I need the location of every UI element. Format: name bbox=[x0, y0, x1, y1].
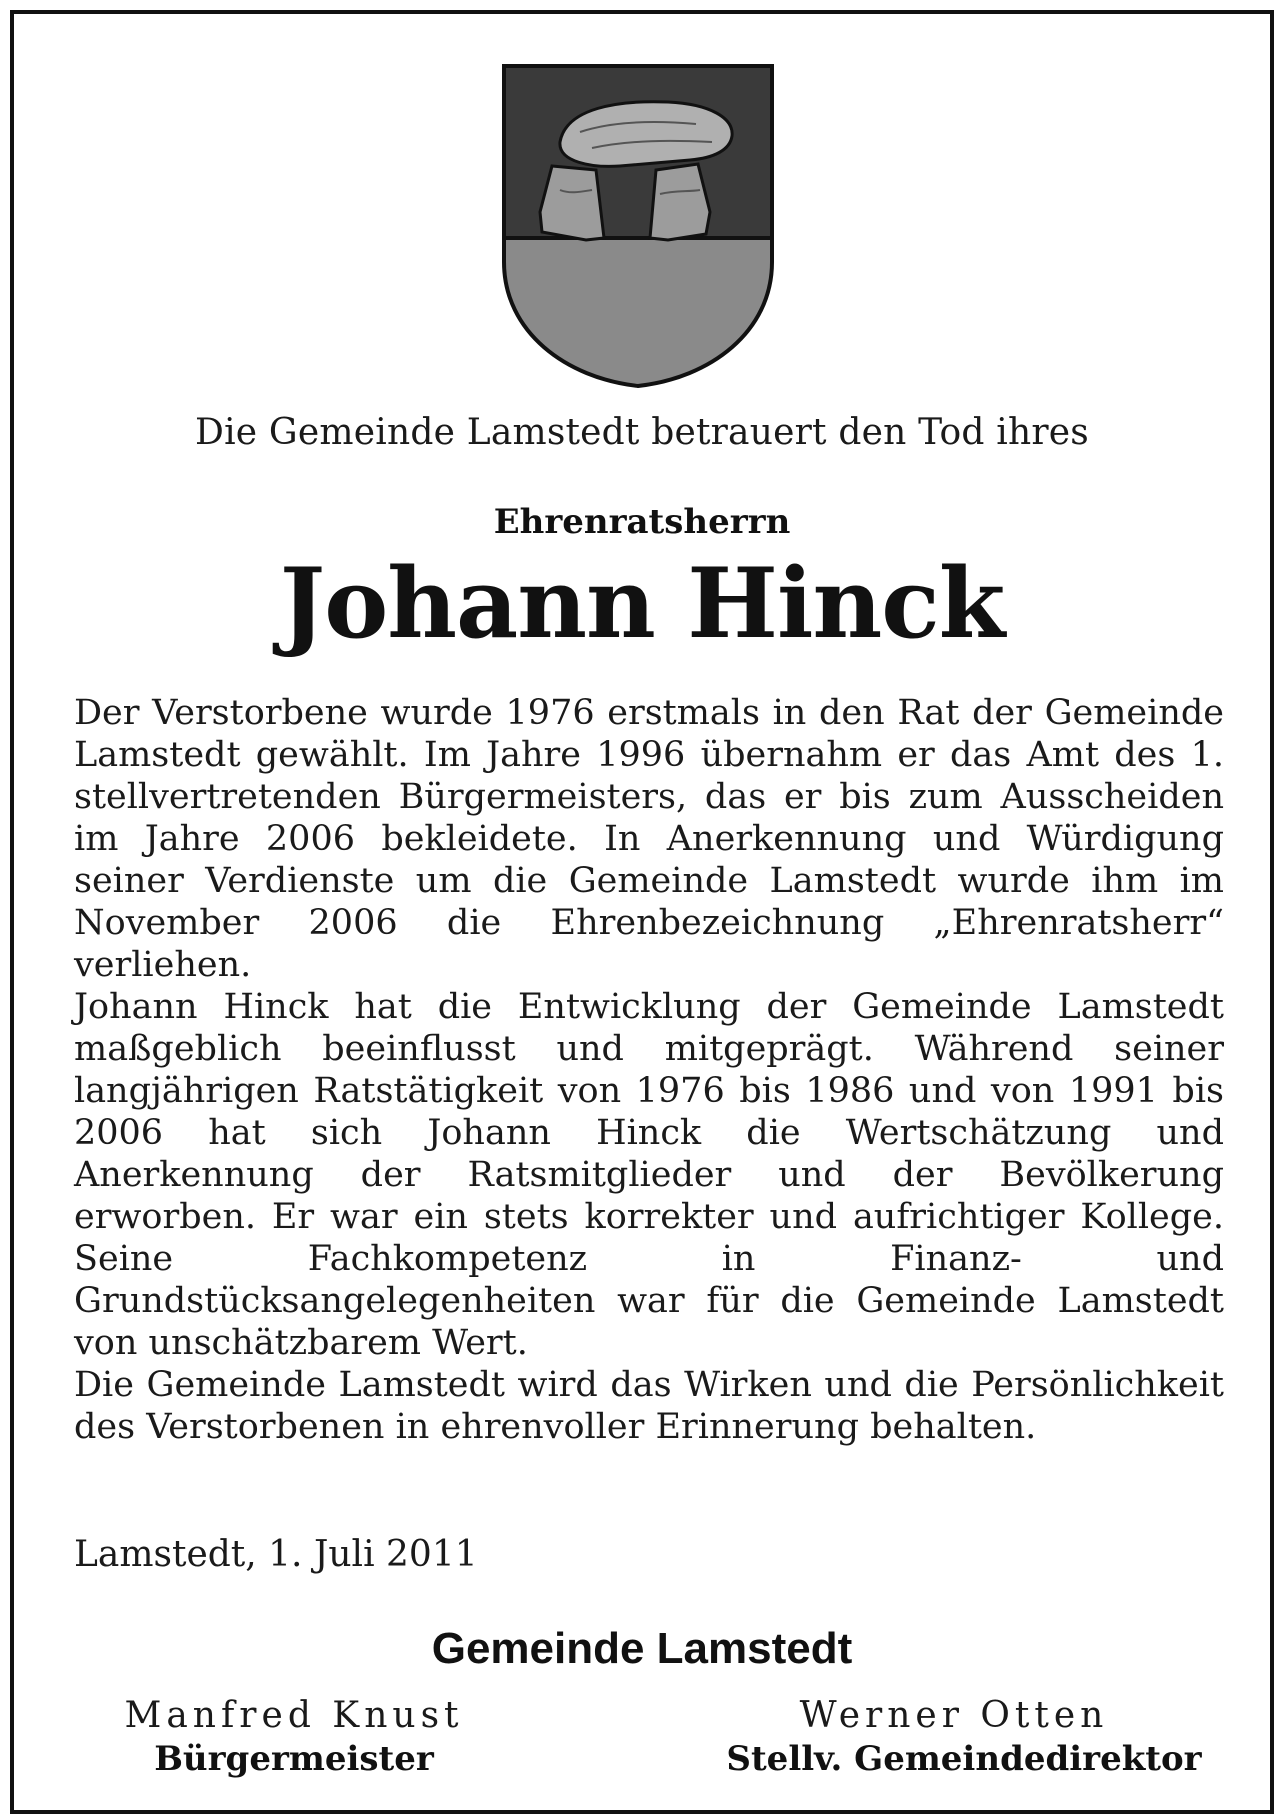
signer-name: Werner Otten bbox=[799, 1695, 1109, 1736]
signer-name: Manfred Knust bbox=[124, 1695, 464, 1736]
obituary-notice bbox=[10, 10, 1274, 1814]
signer-role: Stellv. Gemeindedirektor bbox=[726, 1739, 1202, 1779]
signer-director bbox=[674, 1694, 1234, 1780]
signer-role: Bürgermeister bbox=[154, 1739, 434, 1779]
body-paragraph-2: Johann Hinck hat die Entwicklung der Gemeinde Lamstedt maßgeblich beeinflusst und mitgeprägt. Während seiner langjährigen Ratstätigkeit von 1976 bis 1986 und von 1991 bis 2006 hat sich Johann Hinck die Wertschätzung und Anerkennung der Ratsmitglieder und der Bevölkerung erworben. Er war ein stets korrekter und aufrichtiger Kollege. Seine Fachkompetenz in Finanz- und Grundstücksangelegenheiten war für die Gemeinde Lamstedt von unschätzbarem Wert. bbox=[74, 987, 1224, 1363]
deceased-name: Johann Hinck bbox=[279, 547, 1005, 660]
place-date: Lamstedt, 1. Juli 2011 bbox=[74, 1534, 478, 1575]
honor-title: Ehrenratsherrn bbox=[493, 502, 791, 542]
body-paragraph-3: Die Gemeinde Lamstedt wird das Wirken und die Persönlichkeit des Verstorbenen in ehrenvoller Erinnerung behalten. bbox=[74, 1365, 1224, 1447]
signer-mayor bbox=[14, 1694, 574, 1780]
notice-body bbox=[74, 692, 1224, 1448]
intro-line: Die Gemeinde Lamstedt betrauert den Tod ihres bbox=[195, 412, 1089, 453]
coat-of-arms-icon bbox=[500, 62, 776, 390]
organization-name: Gemeinde Lamstedt bbox=[431, 1624, 853, 1673]
body-paragraph-1: Der Verstorbene wurde 1976 erstmals in den Rat der Gemeinde Lamstedt gewählt. Im Jahre 1996 übernahm er das Amt des 1. stellvertretenden Bürgermeisters, das er bis zum Ausscheiden im Jahre 2006 bekleidete. In Anerkennung und Würdigung seiner Verdienste um die Gemeinde Lamstedt wurde ihm im November 2006 die Ehrenbezeichnung „Ehrenratsherr“ verliehen. bbox=[74, 693, 1224, 985]
